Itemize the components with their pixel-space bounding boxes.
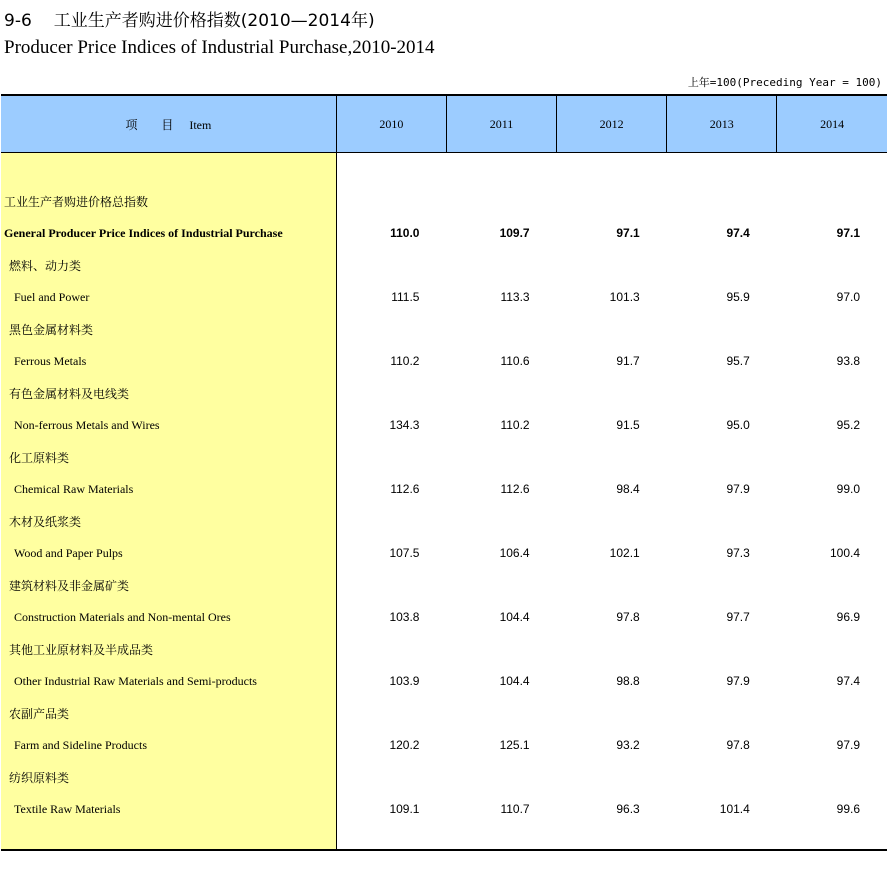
index-value: 97.0	[836, 290, 860, 304]
category-label-en: Farm and Sideline Products	[14, 737, 147, 752]
index-value: 95.2	[836, 418, 860, 432]
total-label-cn: 工业生产者购进价格总指数	[4, 194, 149, 209]
year-header: 2011	[446, 95, 556, 153]
category-label-en: Other Industrial Raw Materials and Semi-products	[14, 673, 257, 688]
item-header-cn: 项 目	[125, 117, 184, 132]
table-row	[1, 729, 887, 761]
index-value: 97.3	[726, 546, 750, 560]
total-value: 97.4	[726, 226, 750, 240]
title-cn-text: 工业生产者购进价格指数(2010—2014年)	[53, 11, 375, 31]
index-value: 111.5	[391, 290, 420, 304]
category-label-cn: 有色金属材料及电线类	[9, 386, 130, 401]
index-value: 97.4	[836, 674, 860, 688]
index-value: 102.1	[609, 546, 640, 560]
category-label-en: Wood and Paper Pulps	[14, 545, 123, 560]
index-value: 125.1	[499, 738, 530, 752]
index-value: 104.4	[499, 674, 530, 688]
index-value: 120.2	[389, 738, 420, 752]
table-row-label-cn	[1, 313, 887, 345]
table-row	[1, 665, 887, 697]
category-label-en: Fuel and Power	[14, 289, 90, 304]
index-value: 112.6	[500, 482, 530, 496]
index-value: 113.3	[500, 290, 530, 304]
year-header: 2013	[667, 95, 777, 153]
category-label-cn: 燃料、动力类	[9, 258, 82, 273]
category-label-cn: 其他工业原材料及半成品类	[9, 642, 154, 657]
table-row	[1, 217, 887, 249]
index-value: 97.9	[726, 674, 750, 688]
table-row-label-cn	[1, 441, 887, 473]
index-value: 109.1	[389, 802, 420, 816]
unit-note: 上年=100(Preceding Year = 100)	[687, 76, 882, 89]
table-row-label-cn	[1, 569, 887, 601]
year-header: 2012	[557, 95, 667, 153]
index-value: 95.9	[726, 290, 750, 304]
table-row	[1, 793, 887, 825]
table-row	[1, 601, 887, 633]
page-title-en: Producer Price Indices of Industrial Purchase,2010-2014	[4, 37, 435, 58]
category-label-en: Textile Raw Materials	[14, 801, 121, 816]
index-value: 95.7	[726, 354, 750, 368]
table-row	[1, 409, 887, 441]
table-row-label-cn	[1, 761, 887, 793]
index-value: 103.9	[389, 674, 420, 688]
index-value: 101.3	[609, 290, 640, 304]
year-header: 2010	[336, 95, 446, 153]
category-label-en: Chemical Raw Materials	[14, 481, 134, 496]
total-value: 110.0	[390, 226, 420, 240]
index-value: 112.6	[390, 482, 420, 496]
header-row	[1, 95, 887, 153]
category-label-en: Non-ferrous Metals and Wires	[14, 417, 160, 432]
table-row	[1, 281, 887, 313]
index-value: 91.7	[616, 354, 640, 368]
category-label-cn: 农副产品类	[9, 706, 70, 721]
total-value: 109.7	[499, 226, 530, 240]
page-title-cn	[4, 6, 375, 31]
index-value: 110.6	[500, 354, 530, 368]
year-header: 2014	[777, 95, 887, 153]
index-value: 93.8	[836, 354, 860, 368]
index-value: 98.4	[616, 482, 640, 496]
index-value: 107.5	[389, 546, 420, 560]
item-header-en: Item	[189, 117, 212, 132]
table-row	[1, 537, 887, 569]
index-value: 97.9	[726, 482, 750, 496]
category-label-en: Construction Materials and Non-mental Ores	[14, 609, 231, 624]
table-row-label-cn	[1, 249, 887, 281]
category-label-cn: 黑色金属材料类	[9, 322, 94, 337]
index-value: 100.4	[829, 546, 860, 560]
spacer-row	[1, 825, 887, 850]
index-value: 96.3	[616, 802, 640, 816]
category-label-en: Ferrous Metals	[14, 353, 87, 368]
table-row-label-cn	[1, 633, 887, 665]
index-value: 97.8	[616, 610, 640, 624]
table-row-label-cn	[1, 185, 887, 217]
index-value: 97.9	[836, 738, 860, 752]
index-value: 96.9	[836, 610, 860, 624]
index-value: 95.0	[726, 418, 750, 432]
index-value: 106.4	[499, 546, 530, 560]
index-value: 103.8	[389, 610, 420, 624]
index-value: 99.6	[836, 802, 860, 816]
index-value: 104.4	[499, 610, 530, 624]
index-value: 110.2	[500, 418, 530, 432]
table-number: 9-6	[4, 11, 32, 31]
total-value: 97.1	[616, 226, 640, 240]
index-value: 134.3	[389, 418, 420, 432]
table-row	[1, 345, 887, 377]
table-row-label-cn	[1, 377, 887, 409]
total-label-en: General Producer Price Indices of Industrial Purchase	[4, 225, 283, 240]
index-value: 97.7	[726, 610, 750, 624]
category-label-cn: 纺织原料类	[9, 770, 70, 785]
table-row	[1, 473, 887, 505]
table-row-label-cn	[1, 697, 887, 729]
total-value: 97.1	[836, 226, 860, 240]
table-row-label-cn	[1, 505, 887, 537]
index-value: 91.5	[616, 418, 640, 432]
index-value: 110.2	[390, 354, 420, 368]
index-value: 99.0	[836, 482, 860, 496]
index-value: 98.8	[616, 674, 640, 688]
price-index-table	[1, 94, 887, 851]
category-label-cn: 化工原料类	[9, 450, 70, 465]
index-value: 110.7	[500, 802, 530, 816]
category-label-cn: 木材及纸浆类	[9, 514, 82, 529]
index-value: 93.2	[616, 738, 640, 752]
index-value: 101.4	[719, 802, 750, 816]
index-value: 97.8	[726, 738, 750, 752]
category-label-cn: 建筑材料及非金属矿类	[9, 578, 130, 593]
spacer-row	[1, 153, 887, 186]
item-column-header	[1, 95, 336, 153]
